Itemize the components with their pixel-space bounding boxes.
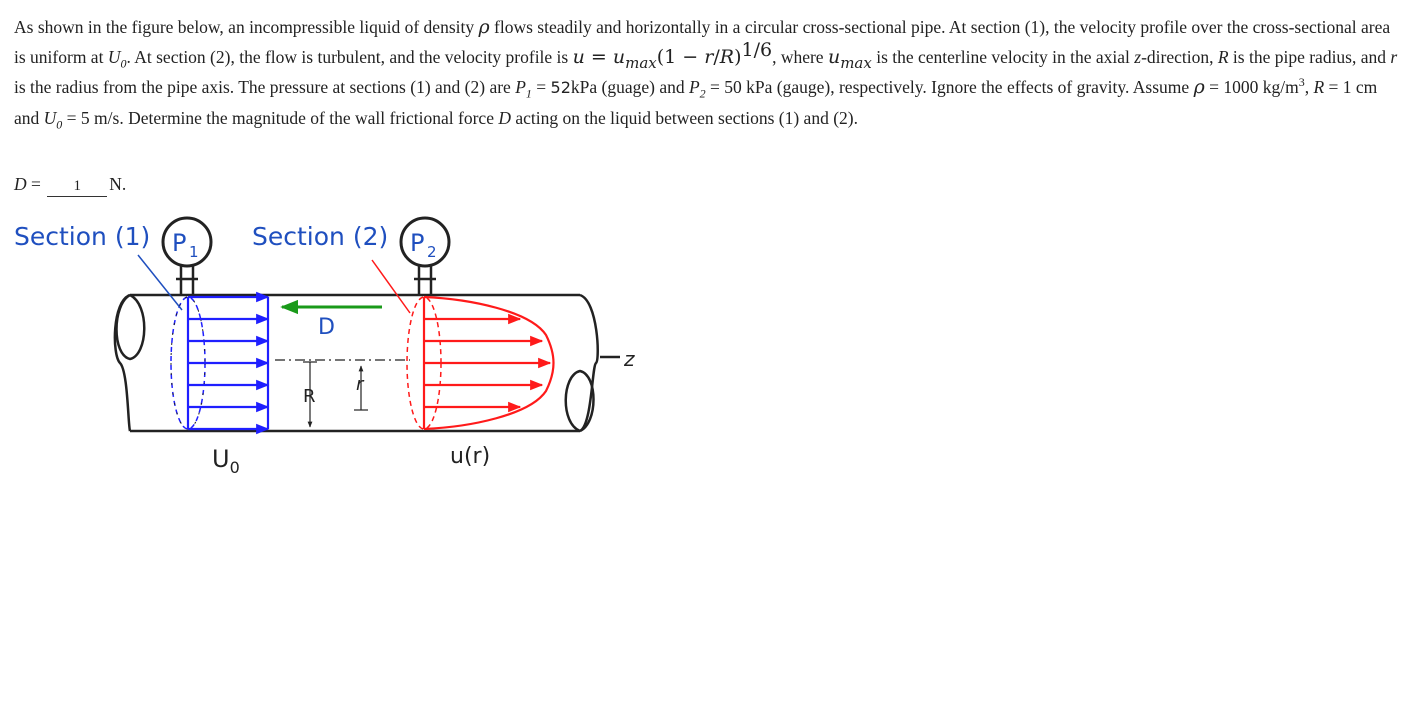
U0-symbol: $U_0$: [107, 47, 127, 71]
problem-text: = 5 m/s. Determine the magnitude of the wall frictional force: [62, 108, 499, 128]
svg-text:P: P: [172, 229, 187, 257]
pipe-flow-figure: [0, 205, 700, 495]
problem-text: acting on the liquid between sections (1) and (2).: [511, 108, 858, 128]
svg-text:2: 2: [427, 243, 437, 261]
svg-text:P: P: [410, 229, 425, 257]
answer-input[interactable]: [47, 178, 107, 197]
radius-R-label: R: [303, 386, 316, 407]
problem-text: = 50 kPa (gauge), respectively. Ignore the effects of gravity. Assume: [705, 77, 1194, 97]
rho-symbol: ρ: [478, 16, 490, 38]
problem-text: is the radius from the pipe axis. The pressure at sections (1) and (2) are: [14, 77, 516, 97]
pressure-gauge-1: [163, 218, 211, 295]
P2-symbol: $P_2$: [688, 77, 706, 101]
p1-value: 52: [550, 78, 571, 97]
rho-symbol: ρ: [1193, 76, 1205, 98]
umax-symbol: $u_{max}$: [612, 46, 657, 72]
velocity-equation-u: u: [572, 46, 585, 68]
problem-text: flows steadily and horizontally in a circular cross-sectional pipe. At section (1), the velocity profile over the cross-sectional area is uniform at: [14, 17, 1391, 67]
problem-text: is the pipe radius, and: [1228, 47, 1391, 67]
answer-unit: N.: [109, 174, 127, 194]
problem-text: , where: [772, 47, 828, 67]
problem-text: As shown in the figure below, an incompressible liquid of density: [14, 17, 479, 37]
problem-text: = 1 cm and: [14, 77, 1378, 128]
turbulent-velocity-profile: [424, 297, 554, 429]
axis-label: z: [624, 347, 635, 371]
radius-r-label: r: [356, 374, 364, 395]
umax-symbol: $u_{max}$: [827, 46, 872, 72]
answer-label: D: [14, 174, 27, 194]
svg-text:1: 1: [189, 243, 199, 261]
P1-symbol: $P_1$: [515, 77, 532, 101]
answer-row: D = 1 N.: [14, 174, 126, 197]
problem-text: = 1000 $kg/m^3$: [1204, 75, 1305, 97]
problem-statement: As shown in the figure below, an incompressible liquid of density ρ flows steadily and horizontally in a circular cross-sectional pipe. At section (1), the velocity profile over the cross-sectional area is uniform at $U_0$. At section (2), the flow is turbulent, and the velocity profile is $u = u_{max}(1 - r/R)^{1/6}$, where $u_{max}$ is the centerline velocity in the axial z-direction, R is the pipe radius, and r is the radius from the pipe axis. The pressure at sections (1) and (2) are $P_1 = 52kPa$ (guage) and $P_2 = 50$ kPa (gauge), respectively. Ignore the effects of gravity. Assume ρ = 1000 $kg/m^3$, R = 1 cm and $U_0 = 5$ m/s. Determine the magnitude of the wall frictional force D acting on the liquid between sections (1) and (2).: [14, 16, 1398, 132]
U0-symbol: $U_0$: [43, 108, 63, 132]
profile-label: u(r): [450, 444, 491, 469]
exponent: 1/6: [741, 39, 773, 62]
force-label: D: [318, 315, 335, 340]
section-2-label: Section (2): [252, 222, 389, 251]
problem-text: kPa (guage) and: [570, 77, 689, 97]
pressure-gauge-2: [401, 218, 449, 295]
problem-text: -direction,: [1141, 47, 1218, 67]
problem-text: . At section (2), the flow is turbulent, and the velocity profile is: [126, 47, 573, 67]
uniform-velocity-label: $U_0$: [212, 445, 240, 477]
problem-text: is the centerline velocity in the axial: [871, 47, 1135, 67]
section-1-label: Section (1): [14, 222, 151, 251]
